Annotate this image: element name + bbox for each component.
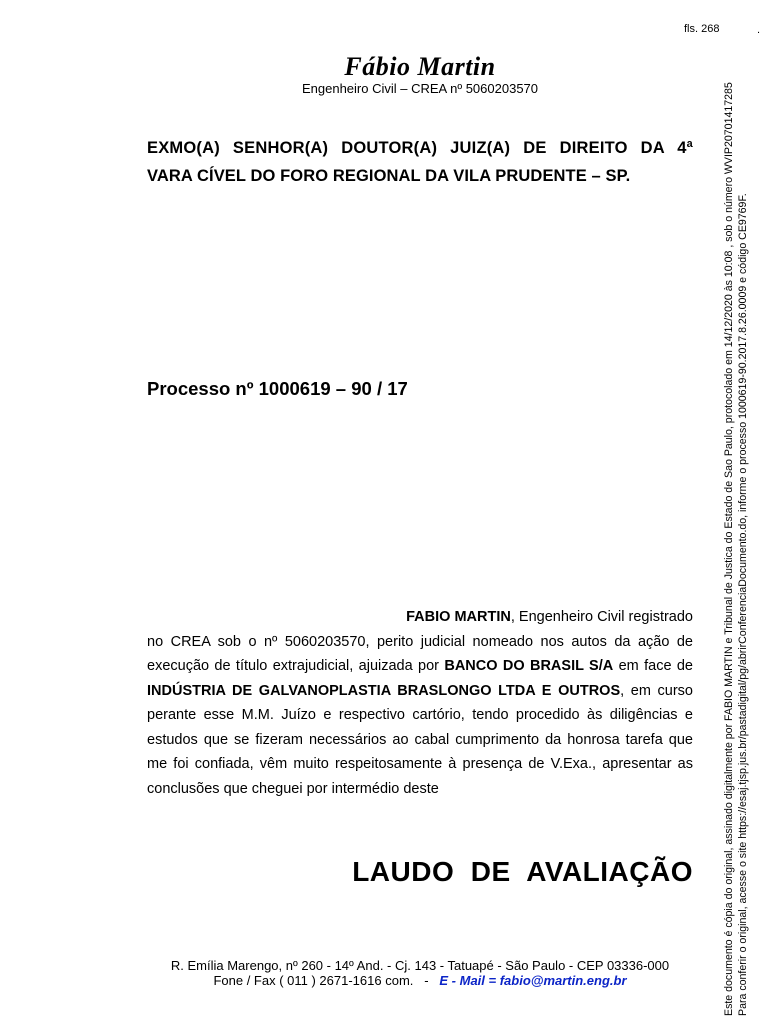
footer-address: R. Emília Marengo, nº 260 - 14º And. - Cj. 143 - Tatuapé - São Paulo - CEP 03336-000 xyxy=(170,958,670,973)
body-text-2: no CREA sob o nº 5060203570, perito judicial nomeado nos autos da ação de execução de título extrajudicial, ajuizada por xyxy=(147,633,693,674)
addressee-line-1: EXMO(A) SENHOR(A) DOUTOR(A) JUIZ(A) DE DIREITO DA 4ª xyxy=(147,139,693,157)
plaintiff-name: BANCO DO BRASIL S/A xyxy=(444,658,614,674)
document-title: LAUDO DE AVALIAÇÃO xyxy=(352,856,693,887)
letterhead-name: Fábio Martin xyxy=(344,52,496,81)
body-text-4: , em curso perante esse M.M. Juízo e respectivo cartório, tendo procedido às diligências e estudos que se fizeram necessários ao cabal cumprimento da honrosa tarefa que me foi confiada, vêm muito respeitosamente à presença de V.Exa., apresentar as conclusões que cheguei por intermédio deste xyxy=(147,682,693,797)
body-text-3: em face de xyxy=(613,658,693,674)
body-text-1: , Engenheiro Civil registrado xyxy=(510,609,693,625)
addressee-line-2: VARA CÍVEL DO FORO REGIONAL DA VILA PRUDENTE – SP. xyxy=(147,167,631,185)
footer-contact xyxy=(0,973,768,988)
footer-phone: Fone / Fax ( 011 ) 2671-1616 com. - xyxy=(213,973,440,988)
body-paragraph xyxy=(147,605,693,801)
expert-name: FABIO MARTIN xyxy=(406,609,511,625)
page-number: fls. 268 xyxy=(684,23,720,35)
stamp-line-2: Para conferir o original, acesse o site https://esaj.tjsp.jus.br/pastadigital/pg/abrirConferenciaDocumento.do, informe o processo 1000619-90.2017.8.26.0009 e código CE9769F. xyxy=(737,193,749,1016)
letterhead-credential: Engenheiro Civil – CREA nº 5060203570 xyxy=(301,81,539,96)
digital-signature-stamp xyxy=(722,0,768,1016)
defendant-name: INDÚSTRIA DE GALVANOPLASTIA BRASLONGO LTDA E OUTROS xyxy=(147,682,621,699)
corner-dot: . xyxy=(757,24,761,36)
footer-email[interactable]: E - Mail = fabio@martin.eng.br xyxy=(439,973,627,988)
process-number: Processo nº 1000619 – 90 / 17 xyxy=(147,378,408,399)
stamp-line-1: Este documento é cópia do original, assinado digitalmente por FABIO MARTIN e Tribunal de Justica do Estado de Sao Paulo, protocolado em 14/12/2020 às 10:08 , sob o número WVIP20701417285 xyxy=(723,82,735,1016)
paragraph-first-line xyxy=(147,605,693,630)
